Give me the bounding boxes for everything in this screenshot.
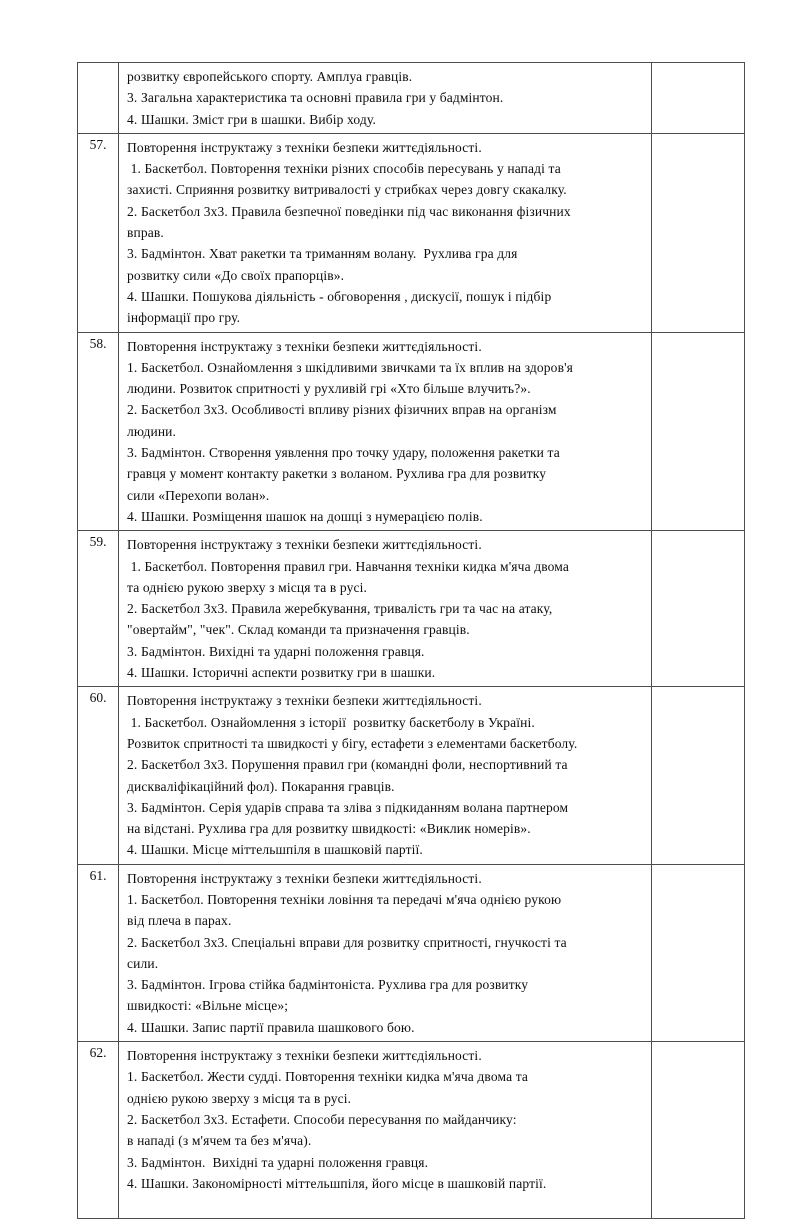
- row-notes-cell: [651, 133, 744, 332]
- content-line: розвитку європейського спорту. Амплуа гравців.: [127, 69, 413, 84]
- content-line: 4. Шашки. Місце міттельшпіля в шашковій партії.: [127, 842, 423, 858]
- row-content-block: [119, 333, 651, 531]
- content-line: Повторення інструктажу з техніки безпеки життєдіяльності.: [127, 693, 482, 709]
- content-line: на відстані. Рухлива гра для розвитку швидкості: «Виклик номерів».: [127, 821, 531, 837]
- row-content-block: [119, 687, 651, 863]
- row-notes-cell: [651, 687, 744, 864]
- content-line: 1. Баскетбол. Жести судді. Повторення техніки кидка м'яча двома та: [127, 1069, 529, 1085]
- content-line: Повторення інструктажу з техніки безпеки життєдіяльності.: [127, 139, 482, 155]
- content-line: 3. Загальна характеристика та основні правила гри у бадмінтон.: [127, 90, 504, 106]
- content-line: Повторення інструктажу з техніки безпеки життєдіяльності.: [127, 1048, 482, 1064]
- table-row: [78, 1042, 745, 1219]
- row-content-cell: [119, 1042, 652, 1219]
- row-number-cell: 62.: [78, 1042, 119, 1219]
- row-notes-cell: [651, 1042, 744, 1219]
- table-row: [78, 864, 745, 1041]
- content-line: Розвиток спритності та швидкості у бігу, естафети з елементами баскетболу.: [127, 735, 578, 751]
- content-line: однією рукою зверху з місця та в русі.: [127, 1090, 352, 1106]
- content-line: дискваліфікаційний фол). Покарання гравців.: [127, 778, 395, 794]
- content-line: 3. Бадмінтон. Вихідні та ударні положення гравця.: [127, 643, 425, 659]
- content-line: 2. Баскетбол 3х3. Правила жеребкування, тривалість гри та час на атаку,: [127, 601, 553, 617]
- content-line: 4. Шашки. Розміщення шашок на дошці з нумерацією полів.: [127, 508, 483, 524]
- content-line: захисті. Сприяння розвитку витривалості у стрибках через довгу скакалку.: [127, 182, 567, 198]
- content-line: 4. Шашки. Запис партії правила шашкового бою.: [127, 1019, 415, 1035]
- content-line: людини.: [127, 423, 177, 439]
- row-content-cell: [119, 687, 652, 864]
- table-row: [78, 531, 745, 687]
- content-line: сили «Перехопи волан».: [127, 487, 270, 503]
- lesson-plan-table: [77, 62, 745, 1219]
- row-content-block: [119, 865, 651, 1041]
- content-line: 3. Бадмінтон. Вихідні та ударні положення гравця.: [127, 1154, 429, 1170]
- row-notes-cell: [651, 332, 744, 531]
- content-line: 2. Баскетбол 3х3. Правила безпечної поведінки під час виконання фізичних: [127, 203, 571, 219]
- content-line: швидкості: «Вільне місце»;: [127, 998, 289, 1014]
- row-content-cell: [119, 531, 652, 687]
- row-number-cell: 60.: [78, 687, 119, 864]
- content-line: людини. Розвиток спритності у рухливій грі «Хто більше влучить?».: [127, 381, 531, 397]
- row-content-block: [119, 63, 651, 133]
- content-line: 4. Шашки. Історичні аспекти розвитку гри в шашки.: [127, 665, 436, 681]
- row-number-cell: [78, 63, 119, 134]
- content-line: 1. Баскетбол. Повторення техніки ловіння та передачі м'яча однією рукою: [127, 891, 562, 907]
- table-row: [78, 687, 745, 864]
- content-line: 2. Баскетбол 3х3. Порушення правил гри (командні фоли, неспортивний та: [127, 757, 568, 773]
- content-line: 3. Бадмінтон. Хват ракетки та триманням волану. Рухлива гра для: [127, 246, 518, 262]
- row-notes-cell: [651, 864, 744, 1041]
- row-content-block: [119, 134, 651, 332]
- content-line: "овертайм", "чек". Склад команди та призначення гравців.: [127, 622, 470, 638]
- row-content-block: [119, 531, 651, 686]
- content-line: 3. Бадмінтон. Серія ударів справа та зліва з підкиданням волана партнером: [127, 799, 569, 815]
- content-line: гравця у момент контакту ракетки з воланом. Рухлива гра для розвитку: [127, 466, 547, 482]
- row-number-cell: 58.: [78, 332, 119, 531]
- content-line: 3. Бадмінтон. Ігрова стійка бадмінтоніста. Рухлива гра для розвитку: [127, 977, 529, 993]
- content-line: від плеча в парах.: [127, 913, 232, 929]
- content-line: 1. Баскетбол. Повторення правил гри. Навчання техніки кидка м'яча двома: [127, 558, 569, 574]
- content-line: вправ.: [127, 225, 164, 241]
- content-line: Повторення інструктажу з техніки безпеки життєдіяльності.: [127, 870, 482, 886]
- content-line: Повторення інструктажу з техніки безпеки життєдіяльності.: [127, 338, 482, 354]
- row-notes-cell: [651, 63, 744, 134]
- table-body: [78, 63, 745, 1219]
- content-line: 4. Шашки. Зміст гри в шашки. Вибір ходу.: [127, 111, 376, 127]
- table-row: [78, 63, 745, 134]
- row-number-cell: 59.: [78, 531, 119, 687]
- content-line: сили.: [127, 955, 159, 971]
- row-number-cell: 57.: [78, 133, 119, 332]
- table-row: [78, 133, 745, 332]
- table-row: [78, 332, 745, 531]
- row-bottom-spacer: [127, 1194, 645, 1215]
- content-line: розвитку сили «До своїх прапорців».: [127, 267, 345, 283]
- content-line: 1. Баскетбол. Ознайомлення з шкідливими звичками та їх вплив на здоров'я: [127, 359, 573, 375]
- content-line: 4. Шашки. Закономірності міттельшпіля, його місце в шашковій партії.: [127, 1175, 547, 1191]
- content-line: 1. Баскетбол. Ознайомлення з історії розвитку баскетболу в Україні.: [127, 714, 535, 730]
- row-content-cell: [119, 864, 652, 1041]
- content-line: 2. Баскетбол 3х3. Особливості впливу різних фізичних вправ на організм: [127, 402, 557, 418]
- content-line: 2. Баскетбол 3х3. Естафети. Способи пересування по майданчику:: [127, 1111, 517, 1127]
- content-line: 2. Баскетбол 3х3. Спеціальні вправи для розвитку спритності, гнучкості та: [127, 934, 567, 950]
- content-line: в нападі (з м'ячем та без м'яча).: [127, 1133, 312, 1149]
- content-line: та однією рукою зверху з місця та в русі.: [127, 579, 368, 595]
- content-line: інформації про гру.: [127, 310, 241, 326]
- content-line: 4. Шашки. Пошукова діяльність - обговорення , дискусії, пошук і підбір: [127, 288, 552, 304]
- content-line: 1. Баскетбол. Повторення техніки різних способів пересувань у нападі та: [127, 161, 561, 177]
- row-content-cell: [119, 332, 652, 531]
- row-notes-cell: [651, 531, 744, 687]
- row-number-cell: 61.: [78, 864, 119, 1041]
- row-content-block: [119, 1042, 651, 1218]
- row-content-cell: [119, 63, 652, 134]
- row-content-cell: [119, 133, 652, 332]
- content-line: Повторення інструктажу з техніки безпеки життєдіяльності.: [127, 537, 482, 553]
- content-line: 3. Бадмінтон. Створення уявлення про точку удару, положення ракетки та: [127, 445, 560, 461]
